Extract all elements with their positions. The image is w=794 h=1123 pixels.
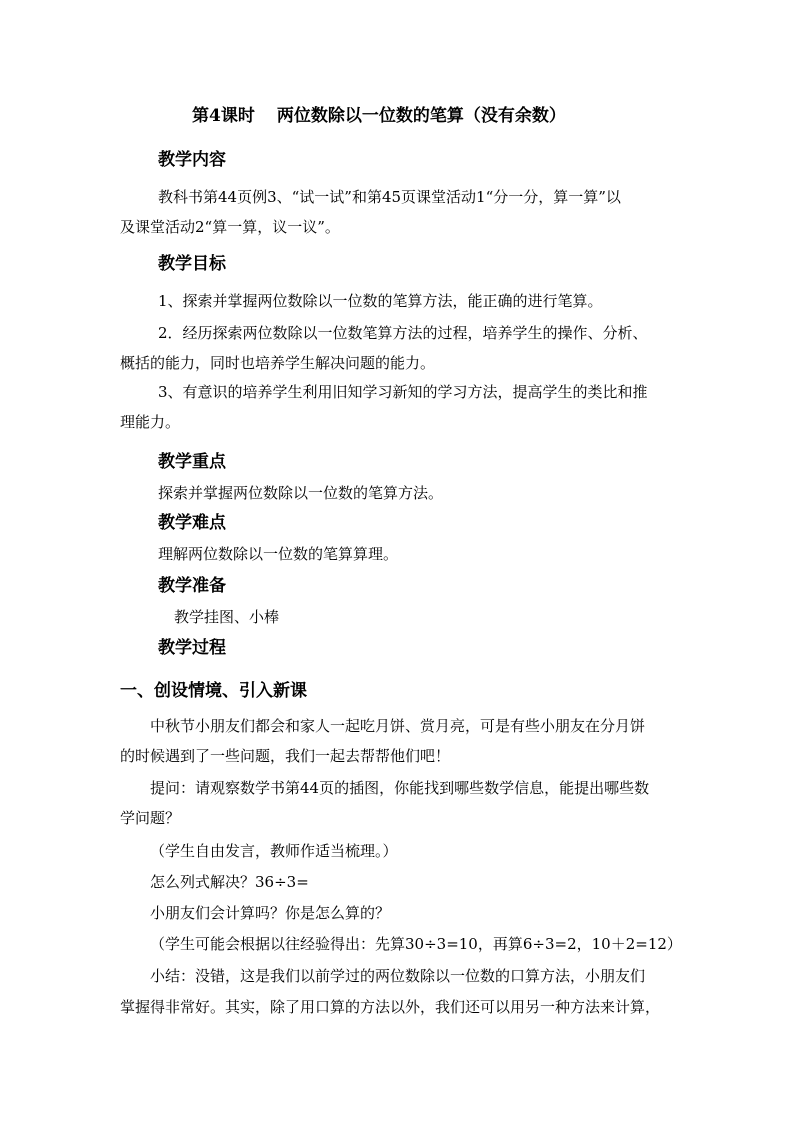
heading-difficulties: 教学难点 xyxy=(158,513,226,533)
goal-line-2: 2．经历探索两位数除以一位数笔算方法的过程，培养学生的操作、分析、 xyxy=(158,324,648,342)
part-one-line-4: 学问题？ xyxy=(120,809,181,827)
difficulty-line-1: 理解两位数除以一位数的笔算算理。 xyxy=(158,545,399,563)
goal-line-5: 理能力。 xyxy=(120,413,181,431)
part-one-line-2: 的时候遇到了一些问题，我们一起去帮帮他们吧！ xyxy=(120,747,451,765)
heading-preparation: 教学准备 xyxy=(158,576,226,596)
content-line-2: 及课堂活动2“算一算，议一议”。 xyxy=(120,218,340,236)
heading-teaching-content: 教学内容 xyxy=(158,150,226,170)
part-one-line-10: 掌握得非常好。其实，除了用口算的方法以外，我们还可以用另一种方法来计算， xyxy=(120,998,661,1016)
heading-teaching-process: 教学过程 xyxy=(158,638,226,658)
goal-line-1: 1、探索并掌握两位数除以一位数的笔算方法，能正确的进行笔算。 xyxy=(158,292,603,310)
key-point-line-1: 探索并掌握两位数除以一位数的笔算方法。 xyxy=(158,484,444,502)
part-one-line-1: 中秋节小朋友们都会和家人一起吃月饼、赏月亮，可是有些小朋友在分月饼 xyxy=(150,717,646,735)
lesson-number: 第4课时 xyxy=(192,106,255,126)
content-line-1: 教科书第44页例3、“试一试”和第45页课堂活动1“分一分，算一算”以 xyxy=(158,188,621,206)
part-one-line-8: （学生可能会根据以往经验得出：先算30÷3=10，再算6÷3=2，10＋2=12） xyxy=(150,935,682,953)
part-one-line-6: 怎么列式解决？36÷3= xyxy=(150,873,309,891)
heading-key-points: 教学重点 xyxy=(158,452,226,472)
goal-line-4: 3、有意识的培养学生利用旧知学习新知的学习方法，提高学生的类比和推 xyxy=(158,383,648,401)
part-one-line-3: 提问：请观察数学书第44页的插图，你能找到哪些数学信息，能提出哪些数 xyxy=(150,779,650,797)
preparation-line-1: 教学挂图、小棒 xyxy=(174,608,280,626)
goal-line-3: 概括的能力，同时也培养学生解决问题的能力。 xyxy=(120,354,436,372)
lesson-topic: 两位数除以一位数的笔算（没有余数） xyxy=(276,106,566,126)
part-one-line-5: （学生自由发言，教师作适当梳理。） xyxy=(150,842,398,860)
part-one-line-7: 小朋友们会计算吗？你是怎么算的？ xyxy=(150,904,391,922)
heading-teaching-goals: 教学目标 xyxy=(158,254,226,274)
page-title xyxy=(192,104,566,128)
heading-part-one: 一、创设情境、引入新课 xyxy=(120,681,307,701)
part-one-line-9: 小结：没错，这是我们以前学过的两位数除以一位数的口算方法，小朋友们 xyxy=(150,967,646,985)
